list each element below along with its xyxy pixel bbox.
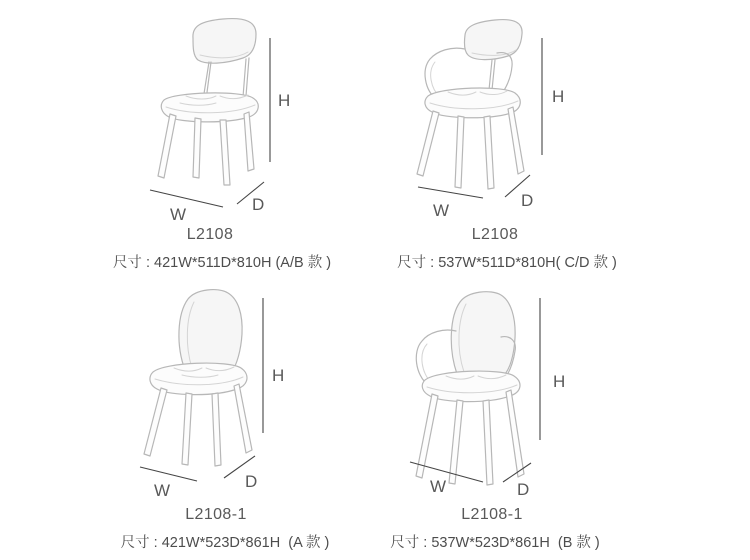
product-card	[345, 8, 645, 272]
chair-diagram	[66, 288, 366, 504]
chair-illustration	[158, 19, 258, 185]
product-card	[342, 288, 642, 552]
model-number: L2108	[471, 226, 519, 243]
product-card	[60, 8, 360, 272]
depth-label: D	[252, 195, 265, 214]
chair-illustration	[144, 290, 252, 466]
product-card	[66, 288, 366, 552]
height-label: H	[553, 372, 566, 391]
height-label: H	[552, 87, 565, 106]
model-number: L2108-1	[461, 506, 523, 523]
width-dimension-line	[418, 187, 483, 198]
size-spec: 尺寸 : 421W*523D*861H (A 款 )	[120, 535, 330, 551]
size-spec: 尺寸 : 421W*511D*810H (A/B 款 )	[112, 255, 332, 271]
chair-illustration	[416, 292, 524, 485]
chair-diagram	[60, 8, 360, 224]
width-dimension-line	[150, 190, 223, 207]
model-number: L2108-1	[185, 506, 247, 523]
depth-label: D	[245, 472, 258, 491]
chair-diagram	[342, 288, 642, 504]
chair-diagram	[345, 8, 645, 224]
width-label: W	[429, 477, 447, 496]
width-label: W	[153, 481, 171, 500]
depth-label: D	[521, 191, 534, 210]
depth-label: D	[517, 480, 530, 499]
model-number: L2108	[186, 226, 234, 243]
width-label: W	[432, 201, 450, 220]
width-dimension-line	[140, 467, 197, 481]
size-spec: 尺寸 : 537W*523D*861H (B 款 )	[390, 535, 600, 551]
chair-illustration	[417, 20, 524, 189]
height-label: H	[278, 91, 291, 110]
size-spec: 尺寸 : 537W*511D*810H( C/D 款 )	[397, 255, 617, 271]
width-label: W	[169, 205, 187, 224]
height-label: H	[272, 366, 285, 385]
